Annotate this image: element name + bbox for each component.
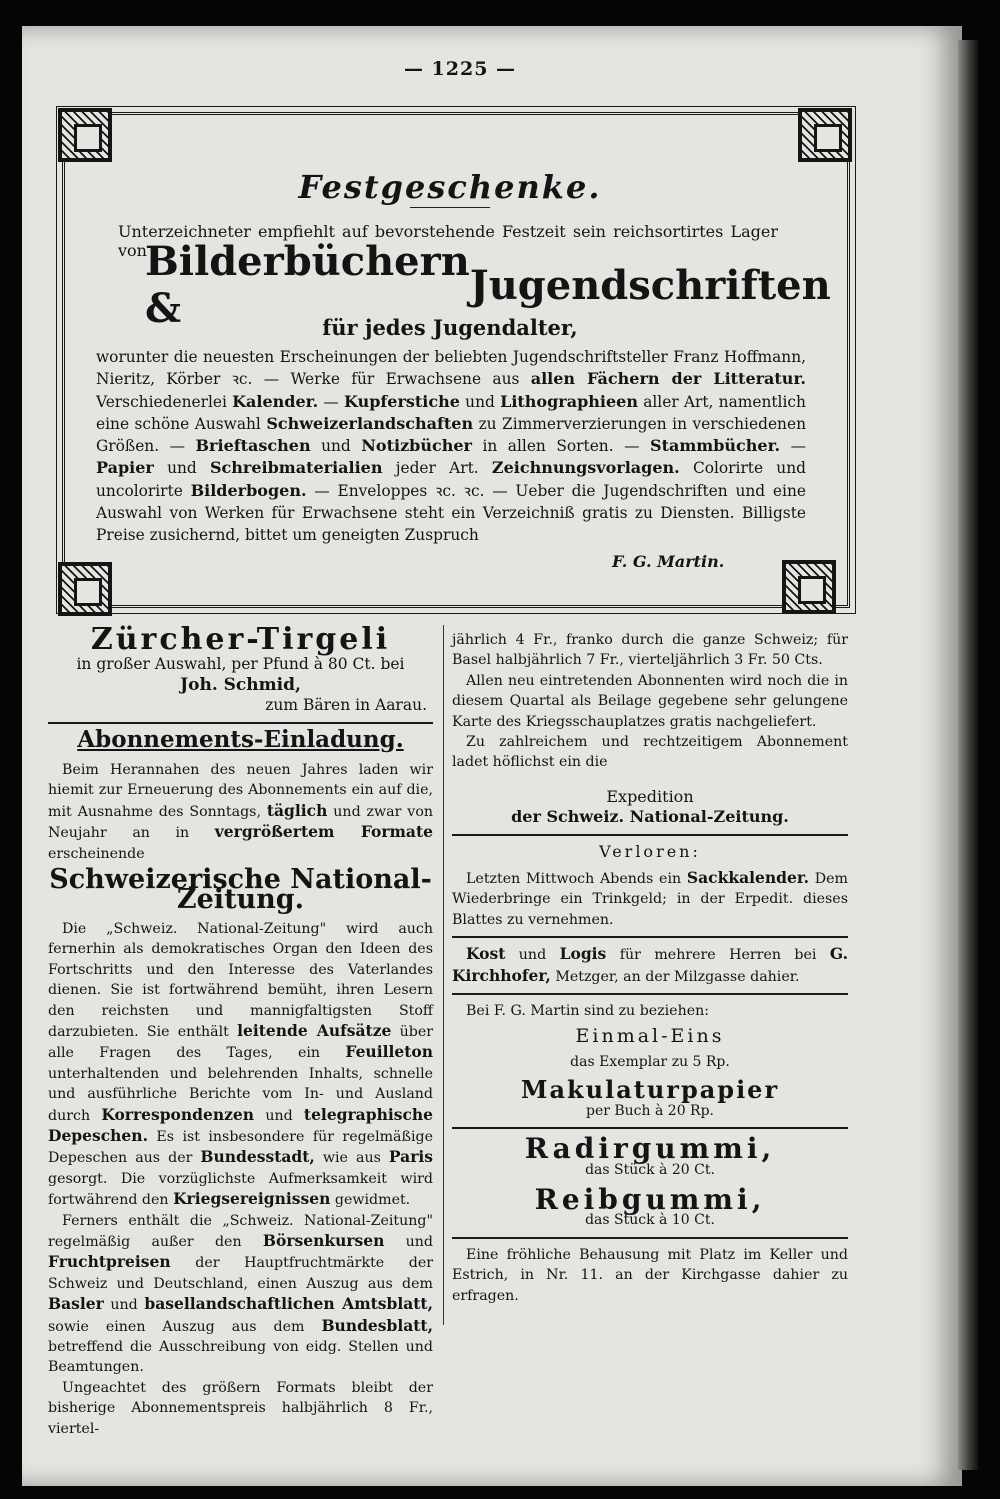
left-column (48, 624, 433, 1439)
abo-continuation: jährlich 4 Fr., franko durch die ganze Schweiz; für Basel halbjährlich 7 Fr., vierteljährlich 3 Fr. 50 Cts. (452, 632, 848, 669)
abo-paragraph: Ungeachtet des größern Formats bleibt der bisherige Abonnementspreis halbjährlich 8 Fr., viertel- (48, 1379, 433, 1437)
divider (452, 834, 848, 836)
column-divider (443, 625, 444, 1325)
abo-paragraph: Die „Schweiz. National-Zeitung" wird auch fernerhin als demokratisches Organ den Ideen des Fortschritts und den Interesse des Vaterlandes dienen. Sie ist fortwährend bemüht, ihren Lesern den reichsten und mannigfaltigsten Stoff darzubieten. Sie enthält leitende Aufsätze über alle Fragen des Tages, ein Feuilleton unterhaltenden und belehrenden Inhalts, schnelle und ausführliche Berichte vom In- und Ausland durch Korrespondenzen und telegraphische Depeschen. Es ist insbesondere für regelmäßige Depeschen aus der Bundesstadt, wie aus Paris gesorgt. Die vorzüglichste Aufmerksamkeit wird fortwährend den Kriegsereignissen gewidmet. (48, 920, 434, 1209)
divider (452, 936, 848, 938)
ad-title: Festgeschenke. (298, 168, 602, 206)
abo-continuation: Allen neu eintretenden Abonnenten wird noch die in diesem Quartal als Beilage gegebene sehr gelungene Karte des Kriegsschauplatzes gratis nachgeliefert. (452, 672, 848, 730)
abo-paragraph: Ferners enthält die „Schweiz. National-Zeitung" regelmäßig außer den Börsenkursen und Fruchtpreisen der Hauptfruchtmärkte der Schweiz und Deutschland, einen Auszug aus dem Basler und basellandschaftlichen Amtsblatt, sowie einen Auszug aus dem Bundesblatt, betreffend die Ausschreibung von eidg. Stellen und Beamtungen. (48, 1212, 433, 1376)
einmaleins-title: Einmal-Eins (575, 1024, 725, 1047)
ornament-corner-icon (798, 108, 852, 162)
divider (452, 1237, 848, 1239)
makulatur-title: Makulaturpapier (520, 1075, 780, 1105)
expedition-label: Expedition (606, 786, 694, 806)
ad-intro: Unterzeichneter empfiehlt auf bevorstehende Festzeit sein reichsortirtes Lager von (118, 222, 778, 260)
radirgummi-price: das Stück à 20 Ct. (585, 1161, 715, 1178)
page-edge (958, 40, 978, 1470)
einmaleins-price: das Exemplar zu 5 Rp. (570, 1053, 730, 1070)
snz-title: Schweizerische National-Zeitung. (49, 864, 432, 916)
divider (452, 1127, 848, 1129)
abo-continuation: Zu zahlreichem und rechtzeitigem Abonnement ladet höflichst ein die (452, 734, 848, 771)
makulatur-price: per Buch à 20 Rp. (585, 1102, 715, 1119)
abo-paragraph: Beim Herannahen des neuen Jahres laden wir hiemit zur Erneuerung des Abonnements ein auf die, mit Ausnahme des Sonntags, täglich und zwar von Neujahr an in vergrößertem Formate erscheinende (48, 762, 433, 862)
tirgeli-title: Zürcher-Tirgeli (90, 622, 391, 657)
headline-right: Jugendschriften (469, 261, 831, 309)
page-number: — 1225 — (403, 58, 517, 80)
ad-body: worunter die neuesten Erscheinungen der beliebten Jugendschriftsteller Franz Hoffmann, Nieritz, Körber ꝛc. — Werke für Erwachsene aus allen Fächern der Litteratur. Verschiedenerlei Kalender. — Kupferstiche und Lithographieen aller Art, namentlich eine schöne Auswahl Schweizerlandschaften zu Zimmerverzierungen in verschiedenen Größen. — Brieftaschen und Notizbücher in allen Sorten. — Stammbücher. — Papier und Schreibmaterialien jeder Art. Zeichnungsvorlagen. Colorirte und uncolorirte Bilderbogen. — Enveloppes ꝛc. ꝛc. — Ueber die Jugendschriften und eine Auswahl von Werken für Erwachsene steht ein Verzeichniß gratis zu Diensten. Billigste Preise zusichernd, bittet um geneigten Zuspruch (96, 348, 806, 545)
ornament-corner-icon (58, 562, 112, 616)
behausung-text: Eine fröhliche Behausung mit Platz im Keller und Estrich, in Nr. 11. an der Kirchgasse dahier zu erfragen. (452, 1246, 848, 1304)
ornament-corner-icon (58, 108, 112, 162)
tirgeli-name: Joh. Schmid, (180, 674, 301, 695)
divider (410, 207, 490, 208)
radirgummi-title: Radirgummi, (524, 1132, 776, 1166)
verloren-title: Verloren: (599, 841, 701, 861)
divider (48, 722, 433, 724)
reibgummi-price: das Stück à 10 Ct. (585, 1212, 715, 1229)
tirgeli-address: zum Bären in Aarau. (265, 696, 427, 715)
headline-left: Bilderbüchern & (145, 238, 470, 332)
abo-title: Abonnements-Einladung. (77, 725, 404, 753)
martin-text: Bei F. G. Martin sind zu beziehen: (466, 1003, 710, 1020)
ad-subheadline: für jedes Jugendalter, (322, 315, 578, 340)
verloren-text: Letzten Mittwoch Abends ein Sackkalender. Dem Wiederbringe ein Trinkgeld; in der Erpedit. dieses Blattes zu vernehmen. (452, 868, 849, 928)
ad-signature: F. G. Martin. (612, 552, 725, 571)
expedition-name: der Schweiz. National-Zeitung. (511, 807, 789, 827)
reibgummi-title: Reibgummi, (534, 1182, 766, 1216)
tirgeli-text: in großer Auswahl, per Pfund à 80 Ct. bei (76, 655, 405, 674)
right-column (452, 630, 848, 1306)
ornament-corner-icon (782, 560, 836, 614)
kost-text: Kost und Logis für mehrere Herren bei G. Kirchhofer, Metzger, an der Milzgasse dahier. (452, 944, 848, 985)
divider (452, 993, 848, 995)
